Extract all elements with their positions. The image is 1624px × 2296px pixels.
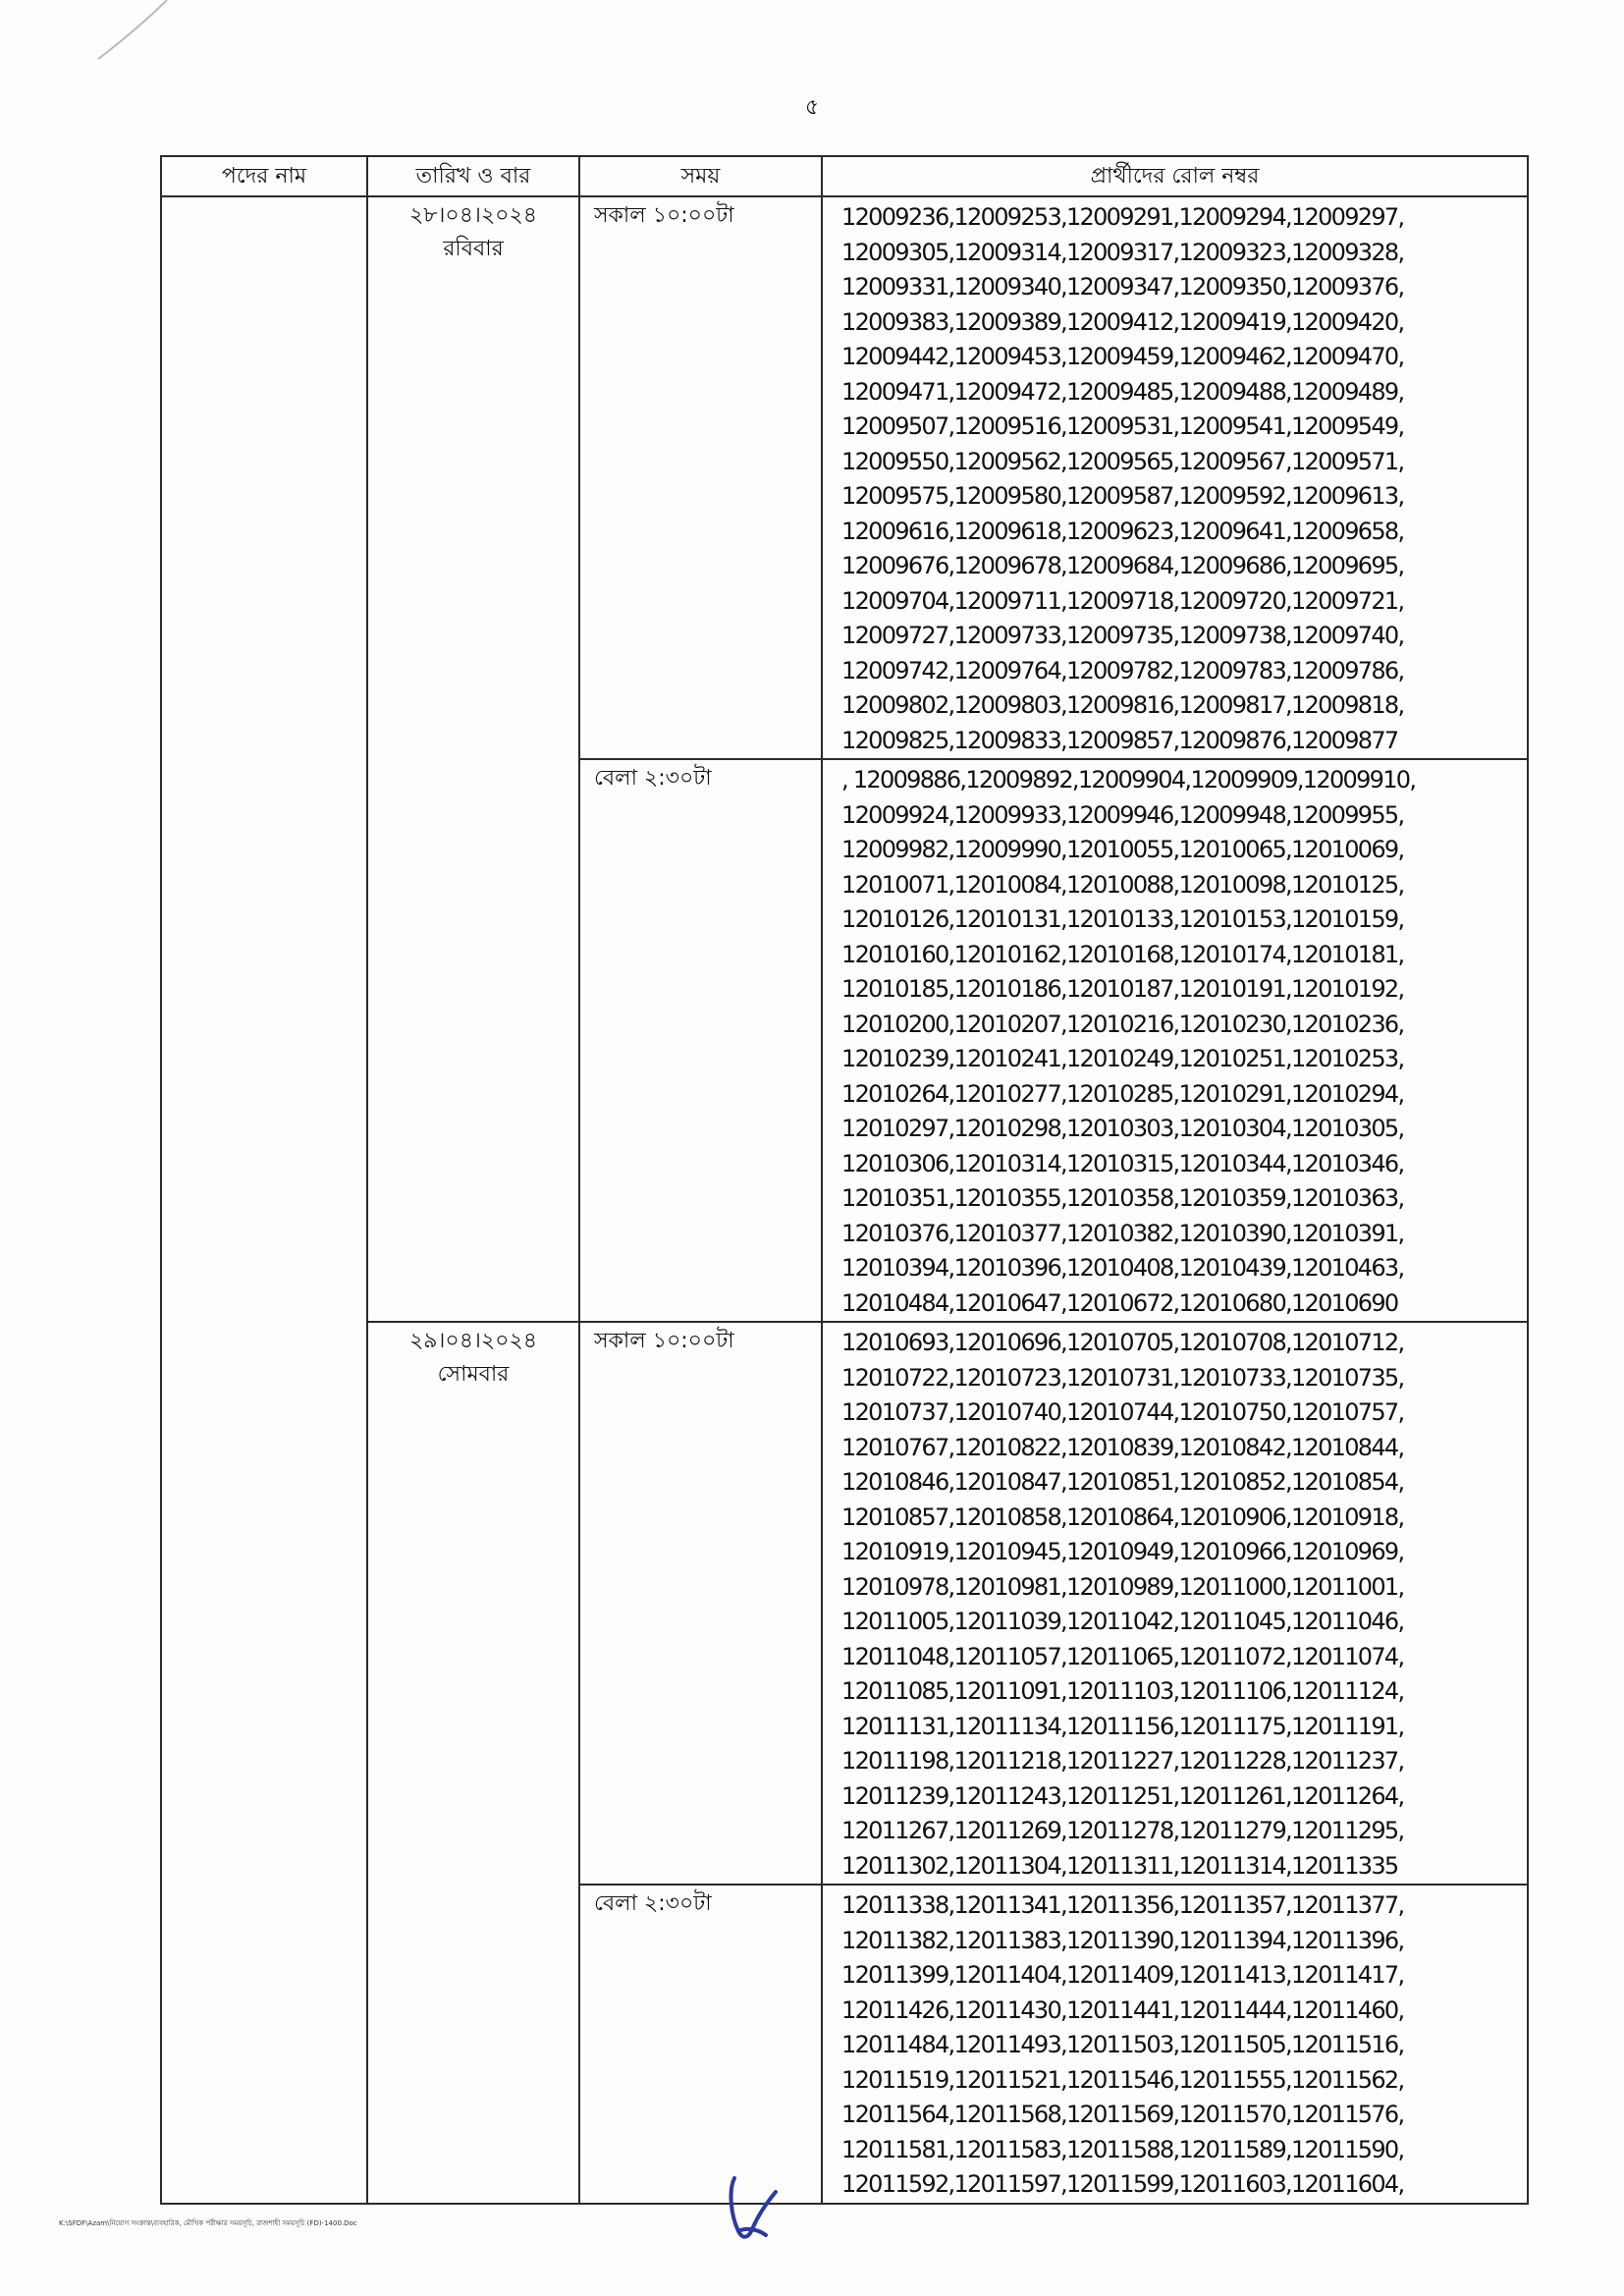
roll-numbers-cell bbox=[822, 1322, 1528, 1885]
session-time: বেলা ২:৩০টা bbox=[579, 1885, 822, 2204]
roll-number-line: 12009471,12009472,12009485,12009488,12009489, bbox=[841, 377, 1404, 406]
header-post-name: পদের নাম bbox=[161, 156, 367, 196]
date-day-cell bbox=[367, 196, 579, 1322]
roll-number-line: 12011581,12011583,12011588,12011589,12011590, bbox=[841, 2135, 1404, 2163]
roll-number-line: 12010978,12010981,12010989,12011000,12011001, bbox=[841, 1572, 1404, 1601]
exam-weekday: রবিবার bbox=[443, 237, 504, 261]
roll-number-line: 12011484,12011493,12011503,12011505,12011516, bbox=[841, 2031, 1404, 2058]
roll-number-line: 12011302,12011304,12011311,12011314,12011335 bbox=[841, 1851, 1398, 1880]
roll-number-line: 12011592,12011597,12011599,12011603,12011604, bbox=[841, 2170, 1404, 2198]
roll-number-line: 12011005,12011039,12011042,12011045,12011046, bbox=[841, 1608, 1404, 1635]
session-time: সকাল ১০:০০টা bbox=[579, 1322, 822, 1885]
header-date-day: তারিখ ও বার bbox=[367, 156, 579, 196]
roll-number-line: 12011048,12011057,12011065,12011072,12011074, bbox=[841, 1642, 1404, 1670]
roll-number-line: 12010484,12010647,12010672,12010680,12010690 bbox=[841, 1288, 1398, 1317]
roll-number-line: 12009575,12009580,12009587,12009592,12009613, bbox=[841, 482, 1404, 510]
date-day-cell bbox=[367, 1322, 579, 2204]
footer-file-path: K:\SFDF\Azam\নিয়োগ সংক্রান্ত\ব্যবহারিক, মৌখিক পরীক্ষার সময়সূচি, রাজশাহী সময়সূচি (FD)-1400.Doc bbox=[59, 2219, 357, 2227]
roll-number-line: 12009704,12009711,12009718,12009720,12009721, bbox=[841, 586, 1404, 615]
roll-number-line: 12009924,12009933,12009946,12009948,12009955, bbox=[841, 800, 1404, 829]
roll-number-line: 12010297,12010298,12010303,12010304,12010305, bbox=[841, 1115, 1404, 1142]
roll-number-line: 12010394,12010396,12010408,12010439,12010463, bbox=[841, 1254, 1404, 1282]
roll-number-line: 12010767,12010822,12010839,12010842,12010844, bbox=[841, 1433, 1404, 1461]
roll-number-line: 12010185,12010186,12010187,12010191,12010192, bbox=[841, 975, 1404, 1003]
roll-schedule-table bbox=[160, 155, 1529, 2205]
roll-number-line: 12010857,12010858,12010864,12010906,12010918, bbox=[841, 1503, 1404, 1531]
schedule-row bbox=[161, 196, 1528, 759]
roll-number-line: 12009442,12009453,12009459,12009462,12009470, bbox=[841, 343, 1404, 370]
roll-number-line: 12011519,12011521,12011546,12011555,12011562, bbox=[841, 2065, 1404, 2094]
roll-numbers-cell bbox=[822, 196, 1528, 759]
roll-number-line: 12009676,12009678,12009684,12009686,12009695, bbox=[841, 552, 1404, 579]
roll-number-line: 12011131,12011134,12011156,12011175,12011191, bbox=[841, 1712, 1404, 1740]
exam-date: ২৯।০৪।২০২৪ bbox=[408, 1329, 538, 1353]
roll-number-line: 12010126,12010131,12010133,12010153,12010159, bbox=[841, 905, 1404, 933]
roll-number-line: 12010351,12010355,12010358,12010359,12010363, bbox=[841, 1184, 1404, 1212]
roll-number-line: 12010737,12010740,12010744,12010750,12010757, bbox=[841, 1398, 1404, 1426]
session-time: বেলা ২:৩০টা bbox=[579, 759, 822, 1322]
roll-number-line: , 12009886,12009892,12009904,12009909,12009910, bbox=[841, 766, 1416, 793]
exam-date: ২৮।০৪।২০২৪ bbox=[408, 203, 538, 228]
roll-number-line: 12011338,12011341,12011356,12011357,12011377, bbox=[841, 1891, 1404, 1919]
roll-number-line: 12009982,12009990,12010055,12010065,12010069, bbox=[841, 836, 1404, 863]
roll-number-line: 12010693,12010696,12010705,12010708,12010712, bbox=[841, 1329, 1404, 1356]
roll-number-line: 12010264,12010277,12010285,12010291,12010294, bbox=[841, 1079, 1404, 1108]
signature-mark bbox=[707, 2170, 795, 2249]
roll-number-line: 12010722,12010723,12010731,12010733,12010735, bbox=[841, 1363, 1404, 1392]
roll-number-line: 12009507,12009516,12009531,12009541,12009549, bbox=[841, 412, 1404, 440]
roll-number-line: 12010071,12010084,12010088,12010098,12010125, bbox=[841, 870, 1404, 899]
roll-number-line: 12011239,12011243,12011251,12011261,12011264, bbox=[841, 1781, 1404, 1810]
roll-number-line: 12009550,12009562,12009565,12009567,12009571, bbox=[841, 447, 1404, 475]
roll-numbers-cell bbox=[822, 759, 1528, 1322]
roll-numbers-cell bbox=[822, 1885, 1528, 2204]
roll-number-line: 12011399,12011404,12011409,12011413,12011417, bbox=[841, 1961, 1404, 1989]
exam-weekday: সোমবার bbox=[437, 1362, 510, 1387]
roll-number-line: 12011564,12011568,12011569,12011570,12011576, bbox=[841, 2101, 1404, 2128]
roll-number-line: 12009616,12009618,12009623,12009641,12009658, bbox=[841, 517, 1404, 545]
roll-number-line: 12009383,12009389,12009412,12009419,12009420, bbox=[841, 307, 1404, 336]
roll-number-line: 12009802,12009803,12009816,12009817,12009818, bbox=[841, 691, 1404, 719]
roll-number-line: 12009825,12009833,12009857,12009876,12009877 bbox=[841, 726, 1398, 754]
roll-number-line: 12011198,12011218,12011227,12011228,12011237, bbox=[841, 1747, 1404, 1775]
table-body bbox=[161, 196, 1528, 2204]
roll-number-line: 12011085,12011091,12011103,12011106,12011124, bbox=[841, 1677, 1404, 1705]
roll-number-line: 12009742,12009764,12009782,12009783,12009786, bbox=[841, 656, 1404, 684]
roll-number-line: 12009305,12009314,12009317,12009323,12009328, bbox=[841, 238, 1404, 266]
roll-number-line: 12009727,12009733,12009735,12009738,12009740, bbox=[841, 622, 1404, 649]
roll-number-line: 12011382,12011383,12011390,12011394,12011396, bbox=[841, 1926, 1404, 1954]
roll-number-line: 12010160,12010162,12010168,12010174,12010181, bbox=[841, 940, 1404, 968]
header-time: সময় bbox=[579, 156, 822, 196]
roll-number-line: 12010376,12010377,12010382,12010390,12010391, bbox=[841, 1219, 1404, 1247]
post-name-cell bbox=[161, 196, 367, 2204]
roll-number-line: 12011267,12011269,12011278,12011279,12011295, bbox=[841, 1817, 1404, 1844]
roll-number-line: 12010846,12010847,12010851,12010852,12010854, bbox=[841, 1468, 1404, 1496]
session-time: সকাল ১০:০০টা bbox=[579, 196, 822, 759]
roll-number-line: 12011426,12011430,12011441,12011444,12011460, bbox=[841, 1995, 1404, 2024]
roll-number-line: 12010306,12010314,12010315,12010344,12010346, bbox=[841, 1149, 1404, 1177]
roll-number-line: 12010200,12010207,12010216,12010230,12010236, bbox=[841, 1010, 1404, 1038]
roll-number-line: 12009331,12009340,12009347,12009350,12009376, bbox=[841, 273, 1404, 301]
roll-number-line: 12009236,12009253,12009291,12009294,12009297, bbox=[841, 203, 1404, 231]
table-header-row bbox=[161, 156, 1528, 196]
page-number: ৫ bbox=[804, 95, 820, 120]
header-roll-numbers: প্রার্থীদের রোল নম্বর bbox=[822, 156, 1528, 196]
roll-number-line: 12010919,12010945,12010949,12010966,12010969, bbox=[841, 1538, 1404, 1565]
roll-number-line: 12010239,12010241,12010249,12010251,12010253, bbox=[841, 1045, 1404, 1072]
